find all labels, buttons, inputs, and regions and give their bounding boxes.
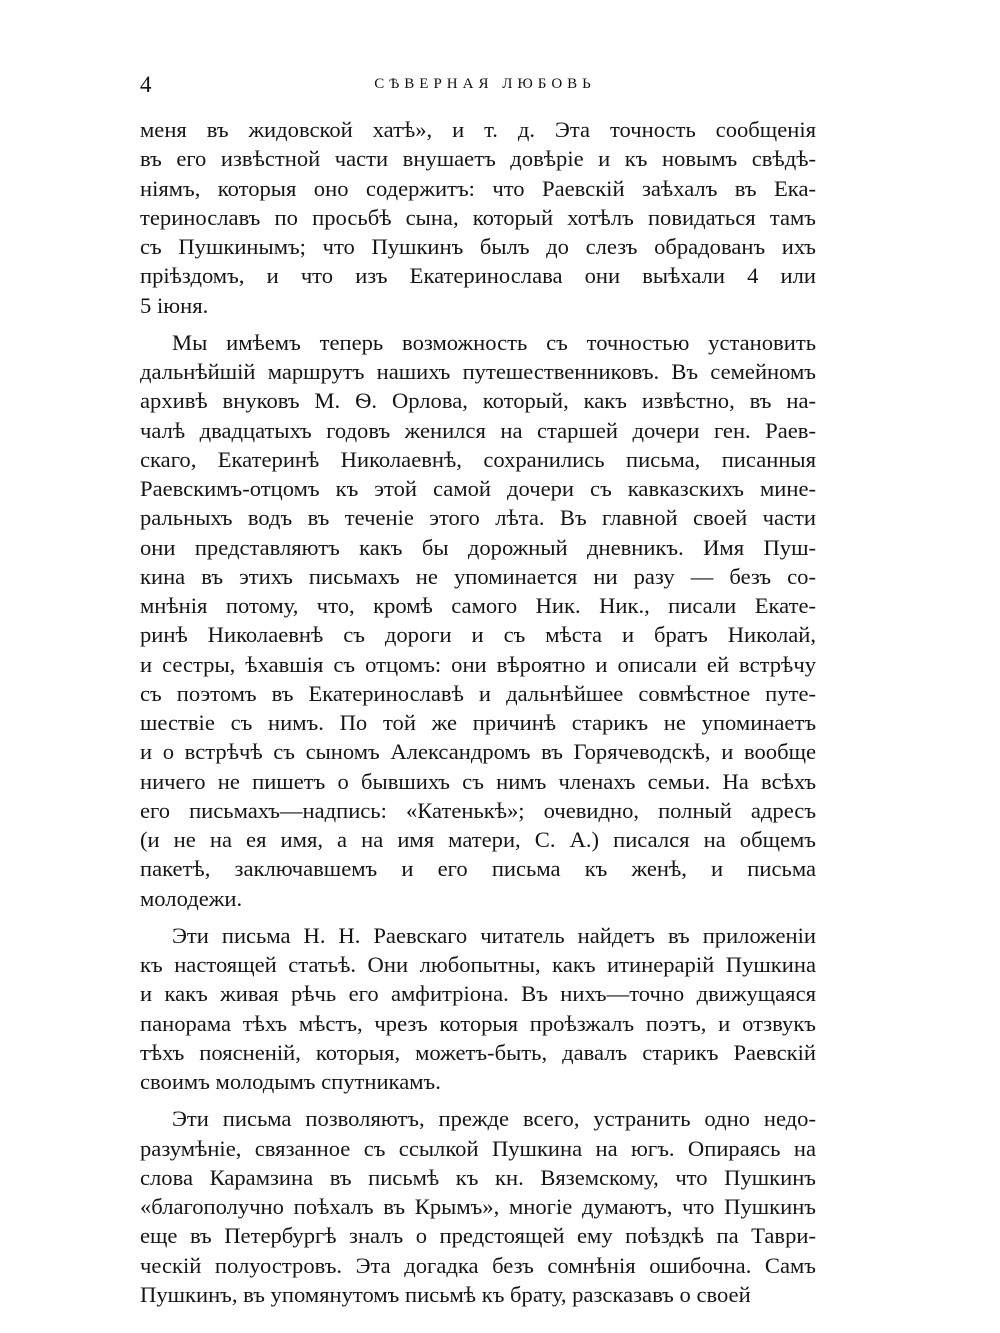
text-line: Раевскимъ-отцомъ къ этой самой дочери съ кавказскихъ мине- [140, 476, 816, 501]
paragraph [140, 328, 816, 913]
text-line: еще въ Петербургѣ зналъ о предстоящей ему поѣздкѣ па Таври- [140, 1223, 816, 1249]
text-line: и сестры, ѣхавшія съ отцомъ: они вѣроятно и описали ей встрѣчу [140, 651, 816, 677]
text-line: мнѣнія потому, что, кромѣ самого Ник. Ник., писали Екате- [140, 593, 816, 618]
text-line: ральныхъ водъ въ теченіе этого лѣта. Въ главной своей части [140, 505, 816, 531]
text-line: ничего не пишетъ о бывшихъ съ нимъ членахъ семьи. На всѣхъ [140, 768, 816, 794]
text-line: слова Карамзина въ письмѣ къ кн. Вяземскому, что Пушкинъ [140, 1164, 816, 1190]
text-line: съ Пушкинымъ; что Пушкинъ былъ до слезъ обрадованъ ихъ [140, 234, 816, 259]
text-line: къ настоящей статьѣ. Они любопытны, какъ итинерарій Пушкина [140, 952, 816, 977]
text-line: 5 іюня. [140, 292, 209, 318]
text-line: Эти письма позволяютъ, прежде всего, устранить одно недо- [172, 1106, 816, 1132]
text-line: ринѣ Николаевнѣ съ дороги и съ мѣста и братъ Николай, [140, 622, 816, 648]
text-line: тѣхъ поясненій, которыя, можетъ-быть, давалъ старикъ Раевскій [140, 1039, 816, 1065]
text-line: кина въ этихъ письмахъ не упоминается ни разу — безъ со- [140, 563, 816, 589]
text-line: своимъ молодымъ спутникамъ. [140, 1069, 441, 1094]
text-line: разумѣніе, связанное съ ссылкой Пушкина на югъ. Опираясь на [140, 1135, 816, 1161]
paragraph-gap [140, 1096, 816, 1104]
paragraph [140, 115, 816, 320]
page-number: 4 [140, 72, 152, 97]
text-line: Мы имѣемъ теперь возможность съ точностью установить [172, 329, 816, 355]
text-line: теринославъ по просьбѣ сына, который хотѣлъ повидаться тамъ [140, 204, 816, 230]
text-line: Пушкинъ, въ упомянутомъ письмѣ къ брату, разсказавъ о своей [140, 1281, 751, 1307]
paragraph [140, 1104, 816, 1309]
text-line: чалѣ двадцатыхъ годовъ женился на старшей дочери ген. Раев- [140, 417, 816, 443]
text-line: дальнѣйшій маршрутъ нашихъ путешественниковъ. Въ семейномъ [140, 359, 816, 384]
running-title: СѢВЕРНАЯ ЛЮБОВЬ [374, 76, 596, 92]
text-line: пріѣздомъ, и что изъ Екатеринослава они выѣхали 4 или [140, 263, 816, 289]
text-line: его письмахъ—надпись: «Катенькѣ»; очевидно, полный адресъ [140, 797, 816, 823]
text-line: (и не на ея имя, а на имя матери, С. А.) писался на общемъ [140, 827, 816, 852]
text-line: и о встрѣчѣ съ сыномъ Александромъ въ Горячеводскѣ, и вообще [140, 739, 816, 765]
text-line: панорама тѣхъ мѣстъ, чрезъ которыя проѣзжалъ поэтъ, и отзвукъ [140, 1010, 816, 1036]
paragraph [140, 921, 816, 1097]
text-line: ніямъ, которыя оно содержитъ: что Раевскій заѣхалъ въ Ека- [140, 175, 816, 201]
body-text [140, 115, 816, 1309]
text-line: меня въ жидовской хатѣ», и т. д. Эта точность сообщенія [140, 117, 816, 142]
text-line: и какъ живая рѣчь его амфитріона. Въ нихъ—точно движущаяся [140, 981, 816, 1007]
text-line: въ его извѣстной части внушаетъ довѣріе и къ новымъ свѣдѣ- [140, 146, 816, 172]
text-line: пакетѣ, заключавшемъ и его письма къ женѣ, и письма [140, 856, 816, 882]
text-line: молодежи. [140, 885, 243, 911]
text-line: они представляютъ какъ бы дорожный дневникъ. Имя Пуш- [140, 534, 816, 560]
text-line: Эти письма Н. Н. Раевскаго читатель найдетъ въ приложеніи [172, 922, 816, 948]
text-line: съ поэтомъ въ Екатеринославѣ и дальнѣйшее совмѣстное путе- [140, 680, 816, 706]
paragraph-gap [140, 320, 816, 328]
text-line: ческій полуостровъ. Эта догадка безъ сомнѣнія ошибочна. Самъ [140, 1252, 816, 1278]
text-line: «благополучно поѣхалъ въ Крымъ», многіе думаютъ, что Пушкинъ [140, 1194, 816, 1219]
page-header [140, 72, 816, 102]
text-line: скаго, Екатеринѣ Николаевнѣ, сохранились письма, писанныя [140, 446, 816, 472]
text-line: шествіе съ нимъ. По той же причинѣ старикъ не упоминаетъ [140, 710, 816, 735]
text-line: архивѣ внуковъ М. Ѳ. Орлова, который, какъ извѣстно, въ на- [140, 388, 816, 414]
paragraph-gap [140, 913, 816, 921]
